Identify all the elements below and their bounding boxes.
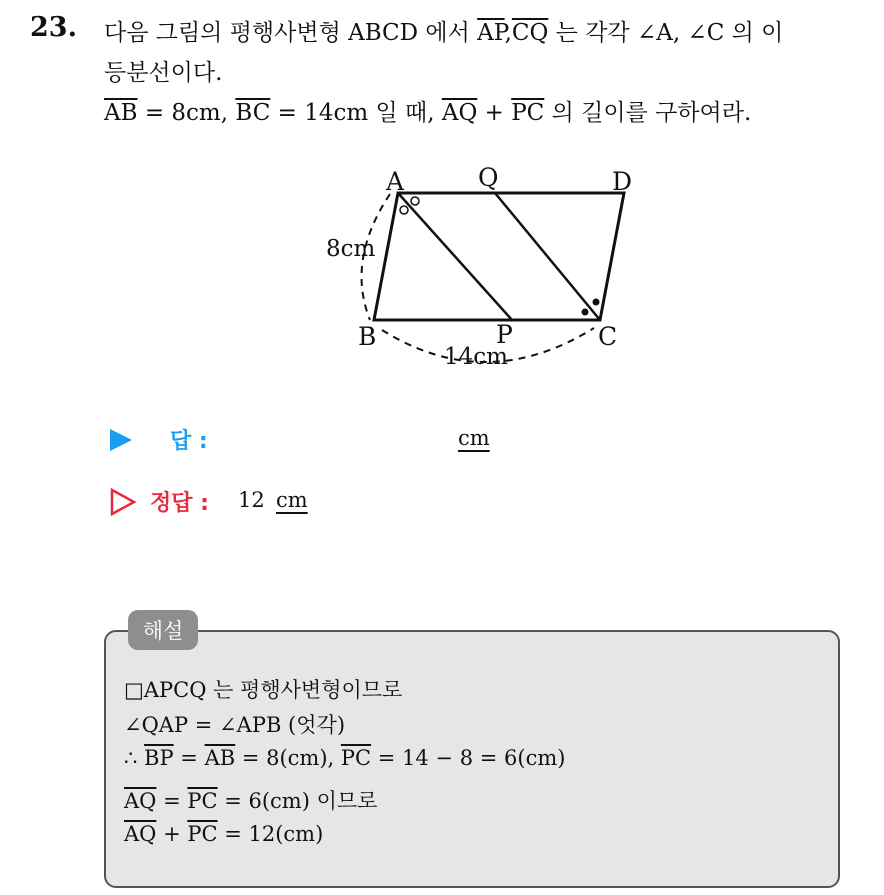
segment-aq: $\overline{AQ}$ <box>124 789 157 813</box>
answer-unit: cm <box>458 426 490 450</box>
solution-line-4 <box>124 785 377 815</box>
side-length-bc: 14cm <box>444 344 508 370</box>
vertex-label-q: Q <box>478 163 499 192</box>
vertex-label-d: D <box>612 167 633 196</box>
correct-answer-value: 12 <box>238 488 265 512</box>
parallelogram-outline <box>374 193 624 320</box>
solution-tab: 해설 <box>128 610 198 650</box>
solution-line-3 <box>124 746 565 770</box>
outline-triangle-icon <box>110 488 136 516</box>
question-text: 다음 그림의 평행사변형 ABCD 에서 <box>104 20 478 46</box>
solution-line-2: ∠QAP = ∠APB (엇각) <box>124 713 346 737</box>
solution-text: + <box>156 822 188 846</box>
segment-aq: $\overline{AQ}$ <box>441 100 478 126</box>
solution-line-5 <box>124 822 323 846</box>
parallelogram-figure <box>318 160 648 370</box>
vertex-label-p: P <box>496 320 513 349</box>
segment-cq: $\overline{CQ}$ <box>511 20 549 46</box>
parallelogram-svg <box>318 160 648 370</box>
segment-pc: $\overline{PC}$ <box>511 100 545 126</box>
segment-ab: $\overline{AB}$ <box>204 746 236 770</box>
segment-aq: $\overline{AQ}$ <box>124 822 157 846</box>
segment-pc: $\overline{PC}$ <box>187 789 218 813</box>
question-text: = 14cm 일 때, <box>270 100 442 126</box>
question-text: + <box>477 100 512 126</box>
solution-text: ∴ <box>124 746 145 770</box>
angle-mark-c2 <box>593 299 600 306</box>
segment-bp: $\overline{BP}$ <box>144 746 174 770</box>
play-triangle-icon <box>110 429 132 451</box>
vertex-label-c: C <box>598 322 618 351</box>
question-number: 23. <box>30 12 77 43</box>
solution-text: = 6(cm) 이므로 <box>217 789 378 813</box>
vertex-label-a: A <box>386 167 405 196</box>
bisector-ap <box>398 193 512 320</box>
solution-text: = 8(cm), <box>235 746 341 770</box>
solution-text: = 12(cm) <box>217 822 324 846</box>
segment-pc: $\overline{PC}$ <box>340 746 372 770</box>
question-line-3 <box>104 94 751 127</box>
question-text: 의 길이를 구하여라. <box>544 100 752 126</box>
angle-mark-c1 <box>582 309 589 316</box>
correct-answer-unit: cm <box>276 488 308 512</box>
solution-text: = <box>173 746 205 770</box>
angle-mark-a2 <box>411 197 419 205</box>
answer-label: 답 : <box>170 429 208 454</box>
segment-ap: $\overline{AP}$ <box>477 20 505 46</box>
angle-mark-a1 <box>400 206 408 214</box>
segment-pc: $\overline{PC}$ <box>187 822 218 846</box>
correct-answer-label: 정답 : <box>150 491 209 516</box>
solution-text: = <box>156 789 188 813</box>
vertex-label-b: B <box>358 322 377 351</box>
solution-text: = 14 − 8 = 6(cm) <box>371 746 566 770</box>
comma: , <box>504 20 512 46</box>
segment-ab: $\overline{AB}$ <box>104 100 138 126</box>
side-length-ab: 8cm <box>326 236 376 262</box>
answer-row <box>110 424 530 456</box>
question-text: 는 각각 ∠A, ∠C 의 이 <box>548 20 784 46</box>
correct-answer-row <box>110 486 530 518</box>
solution-line-1: □APCQ 는 평행사변형이므로 <box>124 678 403 702</box>
bisector-cq <box>495 193 600 320</box>
question-text: = 8cm, <box>137 100 236 126</box>
question-line-1 <box>104 14 783 47</box>
question-line-2: 등분선이다. <box>104 60 223 86</box>
segment-bc: $\overline{BC}$ <box>235 100 271 126</box>
